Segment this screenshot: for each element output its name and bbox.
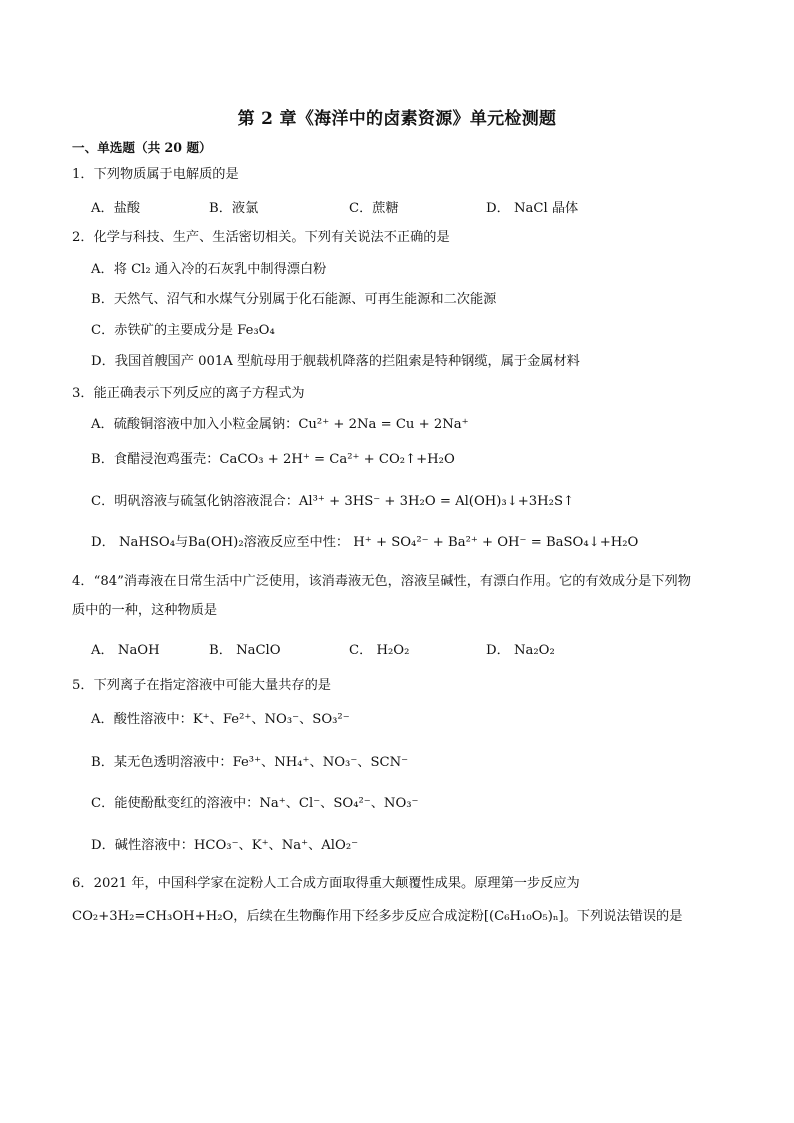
- section-heading: 一、单选题（共 20 题）: [72, 140, 212, 155]
- document-title: 第 2 章《海洋中的卤素资源》单元检测题: [237, 109, 557, 129]
- q5-option-c: C．能使酚酞变红的溶液中：Na⁺、Cl⁻、SO₄²⁻、NO₃⁻: [91, 796, 419, 811]
- q1-option-d: D． NaCl 晶体: [486, 201, 579, 216]
- q3-option-c: C．明矾溶液与硫氢化钠溶液混合：Al³⁺ + 3HS⁻ + 3H₂O = Al(OH)₃↓+3H₂S↑: [91, 494, 575, 509]
- question-1-stem: 1．下列物质属于电解质的是: [72, 167, 239, 182]
- q2-option-c: C．赤铁矿的主要成分是 Fe₃O₄: [91, 323, 275, 338]
- q5-option-b: B．某无色透明溶液中：Fe³⁺、NH₄⁺、NO₃⁻、SCN⁻: [91, 755, 409, 770]
- q1-option-b: B．液氯: [209, 201, 259, 216]
- q4-option-a: A． NaOH: [91, 643, 160, 658]
- question-3-stem: 3．能正确表示下列反应的离子方程式为: [72, 386, 305, 401]
- q2-option-a: A．将 Cl₂ 通入冷的石灰乳中制得漂白粉: [91, 262, 327, 277]
- q1-option-a: A．盐酸: [91, 201, 141, 216]
- q3-option-d: D． NaHSO₄与Ba(OH)₂溶液反应至中性： H⁺ + SO₄²⁻ + Ba²⁺ + OH⁻ = BaSO₄↓+H₂O: [91, 535, 639, 550]
- question-6-stem-line-1: 6．2021 年，中国科学家在淀粉人工合成方面取得重大颠覆性成果。原理第一步反应为: [72, 876, 580, 891]
- question-4-stem-line-1: 4．“84”消毒液在日常生活中广泛使用，该消毒液无色，溶液呈碱性，有漂白作用。它的有效成分是下列物: [72, 574, 691, 589]
- question-5-stem: 5．下列离子在指定溶液中可能大量共存的是: [72, 678, 331, 693]
- question-4-options: [91, 639, 731, 657]
- q4-option-b: B． NaClO: [209, 643, 281, 658]
- q4-option-d: D． Na₂O₂: [486, 643, 555, 658]
- q3-option-a: A．硫酸铜溶液中加入小粒金属钠：Cu²⁺ + 2Na = Cu + 2Na⁺: [91, 417, 469, 432]
- q2-option-d: D．我国首艘国产 001A 型航母用于舰载机降落的拦阻索是特种钢缆，属于金属材料: [91, 354, 580, 369]
- question-1-options: [91, 197, 731, 215]
- q3-option-b: B．食醋浸泡鸡蛋壳：CaCO₃ + 2H⁺ = Ca²⁺ + CO₂↑+H₂O: [91, 452, 455, 467]
- question-4-stem-line-2: 质中的一种，这种物质是: [72, 603, 218, 618]
- q1-option-c: C．蔗糖: [349, 201, 399, 216]
- q4-option-c: C． H₂O₂: [349, 643, 410, 658]
- question-2-stem: 2．化学与科技、生产、生活密切相关。下列有关说法不正确的是: [72, 230, 450, 245]
- q2-option-b: B．天然气、沼气和水煤气分别属于化石能源、可再生能源和二次能源: [91, 292, 497, 307]
- question-6-stem-line-2: CO₂+3H₂=CH₃OH+H₂O，后续在生物酶作用下经多步反应合成淀粉[(C₆H₁₀O₅)ₙ]。下列说法错误的是: [72, 909, 683, 924]
- q5-option-d: D．碱性溶液中：HCO₃⁻、K⁺、Na⁺、AlO₂⁻: [91, 838, 359, 853]
- q5-option-a: A．酸性溶液中：K⁺、Fe²⁺、NO₃⁻、SO₃²⁻: [91, 712, 350, 727]
